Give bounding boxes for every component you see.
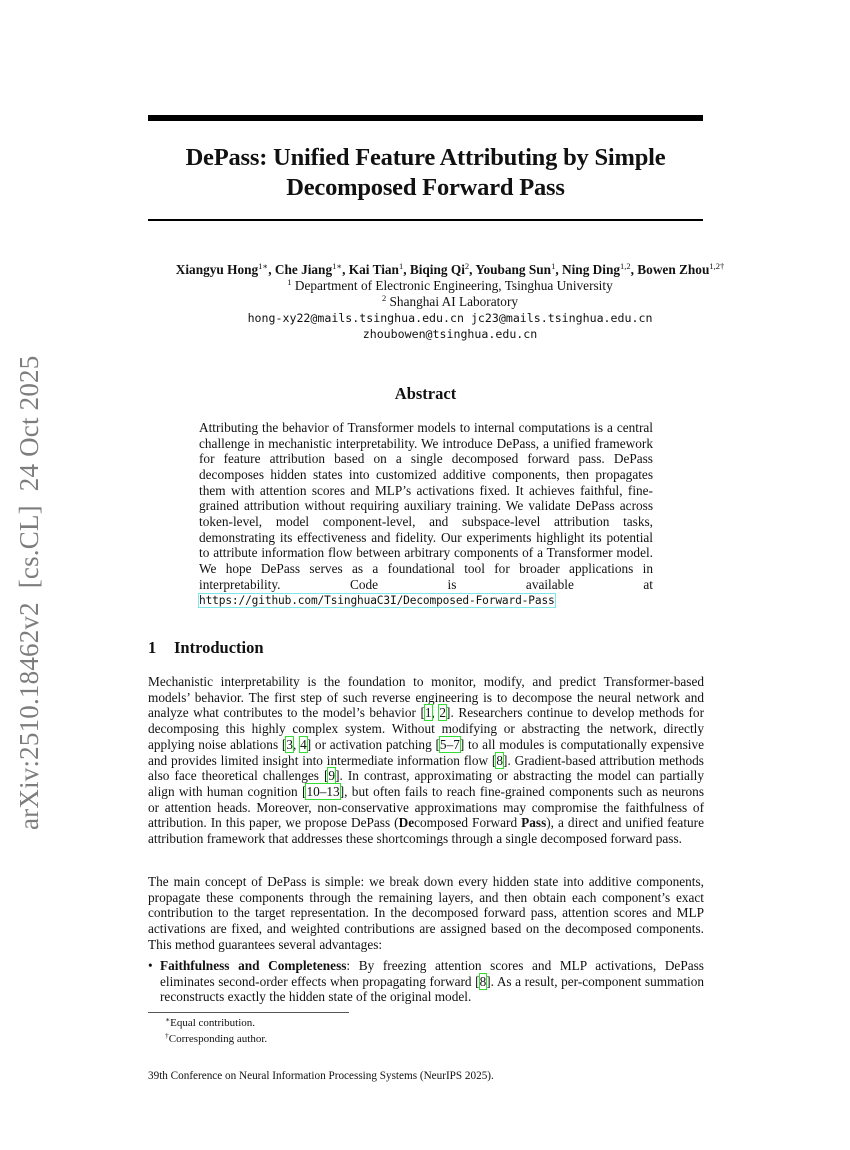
author-marker: 1∗	[332, 261, 343, 271]
paragraph-text: ]. Researchers continue to develop methods for decomposing this highly complex system. Without modifying or abstracting the network, directly applying noise ablations [	[148, 705, 704, 752]
author-marker: 1	[398, 261, 404, 271]
intro-paragraph-1	[148, 674, 704, 847]
author-separator: ,	[403, 262, 410, 277]
paragraph-text: ]. Gradient-based attribution methods also face theoretical challenges [	[148, 752, 704, 784]
author-marker: 1,2	[620, 261, 631, 271]
footnote-rule	[148, 1012, 349, 1013]
citation-link[interactable]: 1	[424, 705, 432, 721]
author-name: Biqing Qi	[409, 262, 465, 277]
code-repository-link[interactable]: https://github.com/TsinghuaC3I/Decomposed-Forward-Pass	[199, 594, 555, 608]
citation-link[interactable]: 2	[439, 705, 447, 721]
paragraph-text: composed Forward	[414, 815, 522, 831]
affiliation-text: Shanghai AI Laboratory	[386, 294, 519, 309]
author-block	[140, 262, 760, 342]
footnote-corresponding-author	[165, 1032, 267, 1046]
author-name: Kai Tian	[348, 262, 399, 277]
section-title: Introduction	[174, 638, 264, 657]
bold-emphasis: Pass	[521, 815, 547, 831]
footnote-marker: ∗	[165, 1015, 171, 1024]
author-separator: ,	[469, 262, 476, 277]
citation-link[interactable]: 9	[328, 768, 336, 784]
affiliation-text: Department of Electronic Engineering, Tsinghua University	[291, 278, 613, 293]
paragraph-text: ]. As a result, per-component summation reconstructs exactly the hidden state of the original model.	[160, 973, 704, 1005]
abstract-text: Attributing the behavior of Transformer models to internal computations is a central challenge in mechanistic interpretability. We introduce DePass, a unified framework for feature attribution based on a single decomposed forward pass. DePass decomposes hidden states into customized additive components, then propagates them with attention scores and MLP’s activations fixed. It achieves faithful, fine-grained attribution without requiring auxiliary training. We validate DePass across token-level, model component-level, and subspace-level attribution tasks, demonstrating its effectiveness and fidelity. Our experiments highlight its potential to attribute information flow between arbitrary components of a Transformer model. We hope DePass serves as a foundational tool for broader applications in interpretability. Code is available at	[199, 420, 653, 592]
section-heading-introduction	[148, 638, 264, 658]
footnote-text: Corresponding author.	[168, 1033, 268, 1045]
author-name: Bowen Zhou	[637, 262, 710, 277]
affiliation-marker: 1	[287, 277, 292, 287]
bullet-dot: •	[148, 958, 153, 973]
author-name: Youbang Sun	[475, 262, 552, 277]
author-marker: 1∗	[258, 261, 269, 271]
bullet-text	[160, 958, 704, 1005]
author-marker: 2	[464, 261, 470, 271]
citation-link[interactable]: 4	[300, 736, 307, 752]
affiliation-2	[140, 294, 760, 310]
author-names	[140, 262, 760, 278]
paragraph-text: ] or activation patching [	[306, 736, 440, 752]
title-bottom-rule	[148, 219, 703, 221]
citation-link[interactable]: 10–13	[306, 783, 340, 799]
author-separator: ,	[268, 262, 275, 277]
abstract-body	[199, 420, 653, 609]
citation-link[interactable]: 8	[496, 752, 504, 768]
paragraph-text: : By freezing attention scores and MLP activations, DePass eliminates second-order effects when propagating forward [	[160, 958, 704, 989]
author-separator: ,	[630, 262, 638, 277]
author-name: Che Jiang	[274, 262, 333, 277]
bold-emphasis: De	[398, 815, 415, 831]
footnote-text: Equal contribution.	[170, 1017, 256, 1029]
paragraph-text: ,	[431, 705, 440, 721]
paragraph-text: ), a direct and unified feature attribution framework that addresses these shortcomings through a single decomposed forward pass.	[148, 815, 705, 847]
conference-venue: 39th Conference on Neural Information Processing Systems (NeurIPS 2025).	[148, 1070, 494, 1082]
author-separator: ,	[555, 262, 562, 277]
abstract-heading: Abstract	[394, 384, 457, 403]
footnote-equal-contribution	[165, 1016, 255, 1030]
paper-title	[148, 143, 703, 203]
section-number: 1	[148, 638, 157, 657]
bullet-item-faithfulness	[148, 958, 704, 1005]
author-marker: 1,2†	[709, 261, 725, 271]
email-line-1[interactable]: hong-xy22@mails.tsinghua.edu.cn jc23@mails.tsinghua.edu.cn	[247, 311, 653, 325]
citation-link[interactable]: 5–7	[439, 736, 460, 752]
paragraph-text: Mechanistic interpretability is the foundation to monitor, modify, and predict Transformer-based models’ behavior. The first step of such reverse engineering is to decompose the neural network and analyze what contributes to the model’s behavior [	[148, 674, 704, 721]
title-line-1: DePass: Unified Feature Attributing by Simple	[185, 144, 666, 171]
citation-link[interactable]: 8	[479, 973, 487, 989]
author-marker: 1	[551, 261, 556, 271]
arxiv-identifier: arXiv:2510.18462v2 [cs.CL] 24 Oct 2025	[14, 355, 44, 830]
paragraph-text: ] to all modules is computationally expensive and provides limited insight into intermediate information flow [	[148, 736, 704, 768]
email-line-2[interactable]: zhoubowen@tsinghua.edu.cn	[362, 327, 538, 341]
author-name: Ning Ding	[562, 262, 621, 277]
affiliation-marker: 2	[381, 293, 387, 303]
title-line-2: Decomposed Forward Pass	[286, 174, 565, 201]
author-separator: ,	[342, 262, 349, 277]
paragraph-text: ], but often fails to reach fine-grained components such as neurons or attention heads. Moreover, non-conservative approximations may compromise the faithfulness of attribution. In this paper, we propose DePass (	[148, 783, 704, 831]
bullet-title: Faithfulness and Completeness	[160, 958, 347, 973]
affiliation-1	[140, 278, 760, 294]
citation-link[interactable]: 3	[286, 736, 293, 752]
author-name: Xiangyu Hong	[175, 262, 259, 277]
intro-paragraph-2: The main concept of DePass is simple: we break down every hidden state into additive components, propagate these components through the remaining layers, and then obtain each component’s exact contribution to the target representation. In the decomposed forward pass, attention scores and MLP activations are fixed, and weighted contributions are assigned based on the decomposed components. This method guarantees several advantages:	[148, 874, 704, 952]
paragraph-text: ]. In contrast, approximating or abstracting the model can partially align with human cognition [	[148, 768, 704, 799]
footnote-marker: †	[165, 1031, 169, 1040]
paragraph-text: ,	[292, 736, 301, 752]
title-top-rule	[148, 115, 703, 121]
